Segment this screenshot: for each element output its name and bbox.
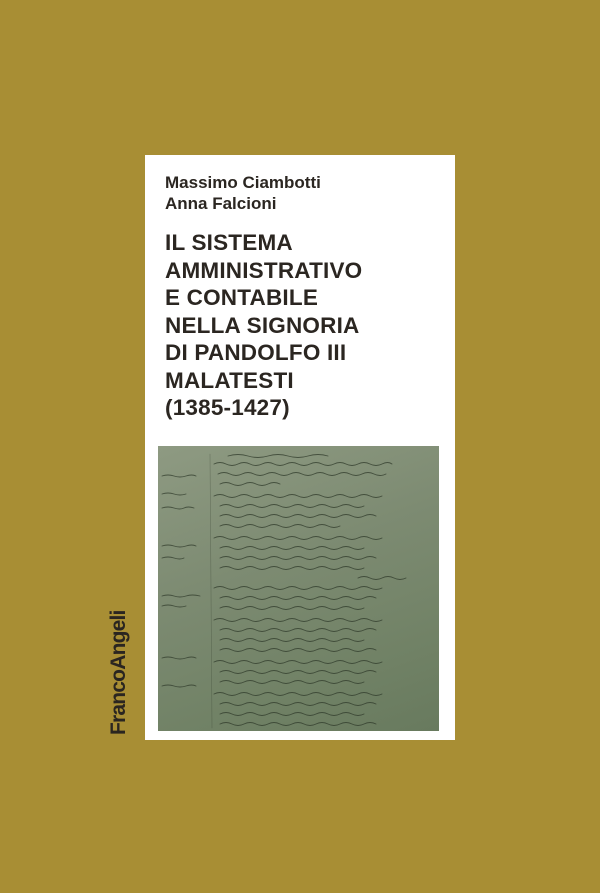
title-line: IL SISTEMA xyxy=(165,230,293,255)
publisher-logo: FrancoAngeli xyxy=(107,610,130,735)
title-line: DI PANDOLFO III xyxy=(165,340,347,365)
title-line: (1385-1427) xyxy=(165,395,290,420)
book-title xyxy=(165,229,445,422)
manuscript-image xyxy=(158,446,439,731)
authors xyxy=(165,172,321,214)
author-name: Massimo Ciambotti xyxy=(165,173,321,192)
title-line: MALATESTI xyxy=(165,367,294,393)
cover-panel xyxy=(145,155,455,740)
title-line: NELLA SIGNORIA xyxy=(165,312,360,338)
title-line: E CONTABILE xyxy=(165,285,319,310)
author-name: Anna Falcioni xyxy=(165,194,277,213)
title-line: AMMINISTRATIVO xyxy=(165,257,363,283)
manuscript-handwriting xyxy=(158,446,439,731)
